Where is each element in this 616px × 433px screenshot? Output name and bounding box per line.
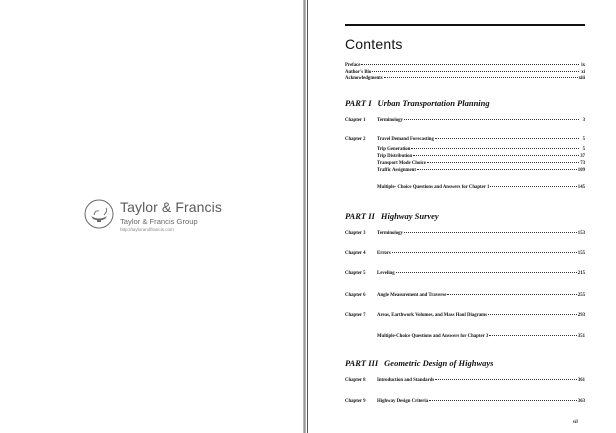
toc-entry-preface[interactable]: Preface ix	[345, 63, 585, 68]
publisher-group: Taylor & Francis Group	[120, 217, 198, 226]
page-edge	[307, 0, 308, 433]
front-matter	[345, 63, 585, 83]
part-heading: PART II Highway Survey	[345, 211, 439, 221]
part-heading: PART I Urban Transportation Planning	[345, 98, 490, 108]
top-rule	[345, 24, 585, 26]
toc-section[interactable]: Transport Mode Choice 73	[377, 161, 585, 166]
publisher-url: http://taylorandfrancis.com	[120, 227, 174, 232]
lamp-icon	[84, 199, 114, 229]
toc-entry-acknowledgments[interactable]: Acknowledgments xiii	[345, 76, 585, 81]
publisher-name: Taylor & Francis	[120, 199, 222, 215]
toc-section[interactable]: Traffic Assignment 109	[377, 168, 585, 173]
page-title: Contents	[345, 36, 403, 52]
toc-section[interactable]: Trip Distribution 37	[377, 154, 585, 159]
toc-entry-authors-bio[interactable]: Author's Bio xi	[345, 69, 585, 75]
toc-sections	[377, 147, 585, 175]
page-number: vii	[573, 420, 578, 425]
toc-mcq-entry[interactable]: Multiple- Choice Questions and Answers for Chapter 1 145	[377, 185, 585, 190]
page-gutter	[303, 0, 306, 433]
publisher-logo	[84, 199, 234, 239]
toc-section[interactable]: Trip Generation 5	[377, 147, 585, 152]
toc-mcq-entry[interactable]: Multiple-Choice Questions and Answers for Chapter 3 351	[377, 334, 585, 339]
contents-page: Contents Preface ix Author's Bio xi Acknowledgments xiii PART I Urban Transportation Planning Chapter 1 Terminology 3 Chapter 2 Travel Demand Forecasting 5 Trip Generation 5 Trip Distribution 37 Transport Mode Choice 73 Traffic Assignment 109 Multiple- Choice Questions and Answers for Chapter 1 145 PART II Highway Survey Chapter 3 Terminology 153 Chapter 4 Errors 155 Chapter 5 Leveling 215 Chapter 6 Angle Measurement and Traverse 255 Chapter 7 Areas, Earthwork Volumes, and Mass Haul Diagrams 293 Multiple-Choice Questions and Answers for Chapter 3 351 PART III Geometric Design of Highways Chapter 8 Introduction and Standards 361 Chapter 9 Highway Design Criteria 363 vii	[345, 0, 585, 433]
part-heading: PART III Geometric Design of Highways	[345, 358, 494, 368]
